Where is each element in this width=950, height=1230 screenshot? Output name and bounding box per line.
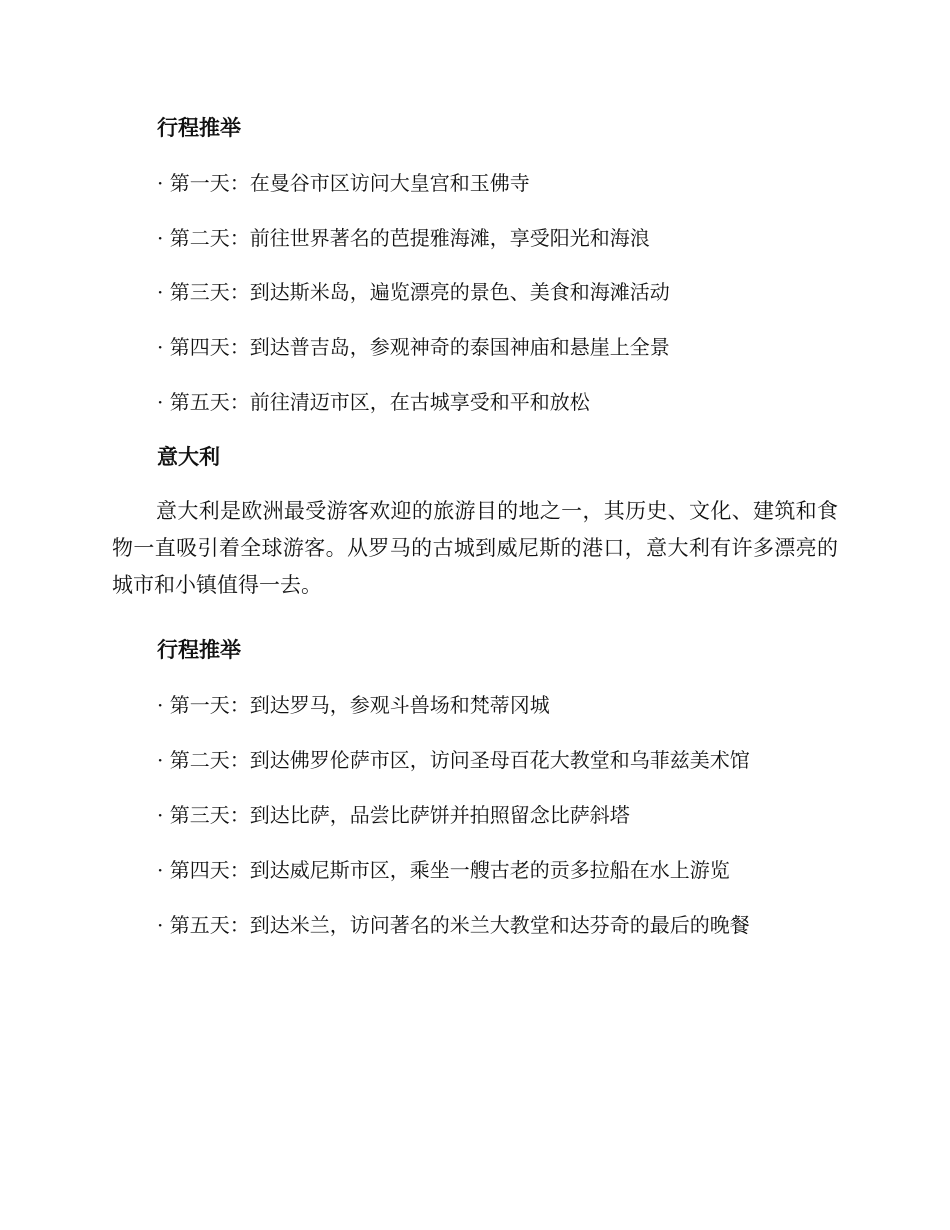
itinerary-item-italy-day3: · 第三天：到达比萨，品尝比萨饼并拍照留念比萨斜塔: [157, 803, 630, 827]
italy-intro-paragraph: 意大利是欧洲最受游客欢迎的旅游目的地之一，其历史、文化、建筑和食物一直吸引着全球游客。从罗马的古城到威尼斯的港口，意大利有许多漂亮的城市和小镇值得一去。: [112, 499, 838, 597]
itinerary-item-thailand-day5: · 第五天：前往清迈市区，在古城享受和平和放松: [157, 390, 590, 414]
itinerary-item-italy-day5: · 第五天：到达米兰，访问著名的米兰大教堂和达芬奇的最后的晚餐: [157, 913, 750, 937]
itinerary-item-italy-day2: · 第二天：到达佛罗伦萨市区，访问圣母百花大教堂和乌菲兹美术馆: [157, 748, 750, 772]
section-heading-italy: 意大利: [157, 444, 220, 469]
itinerary-item-italy-day1: · 第一天：到达罗马，参观斗兽场和梵蒂冈城: [157, 693, 550, 717]
itinerary-item-thailand-day3: · 第三天：到达斯米岛，遍览漂亮的景色、美食和海滩活动: [157, 280, 670, 304]
itinerary-item-thailand-day2: · 第二天：前往世界著名的芭提雅海滩，享受阳光和海浪: [157, 226, 650, 250]
section-heading-itinerary-thailand: 行程推举: [157, 115, 241, 140]
itinerary-item-thailand-day4: · 第四天：到达普吉岛，参观神奇的泰国神庙和悬崖上全景: [157, 335, 670, 359]
itinerary-item-thailand-day1: · 第一天：在曼谷市区访问大皇宫和玉佛寺: [157, 171, 530, 195]
section-heading-itinerary-italy: 行程推举: [157, 637, 241, 662]
itinerary-item-italy-day4: · 第四天：到达威尼斯市区，乘坐一艘古老的贡多拉船在水上游览: [157, 858, 730, 882]
